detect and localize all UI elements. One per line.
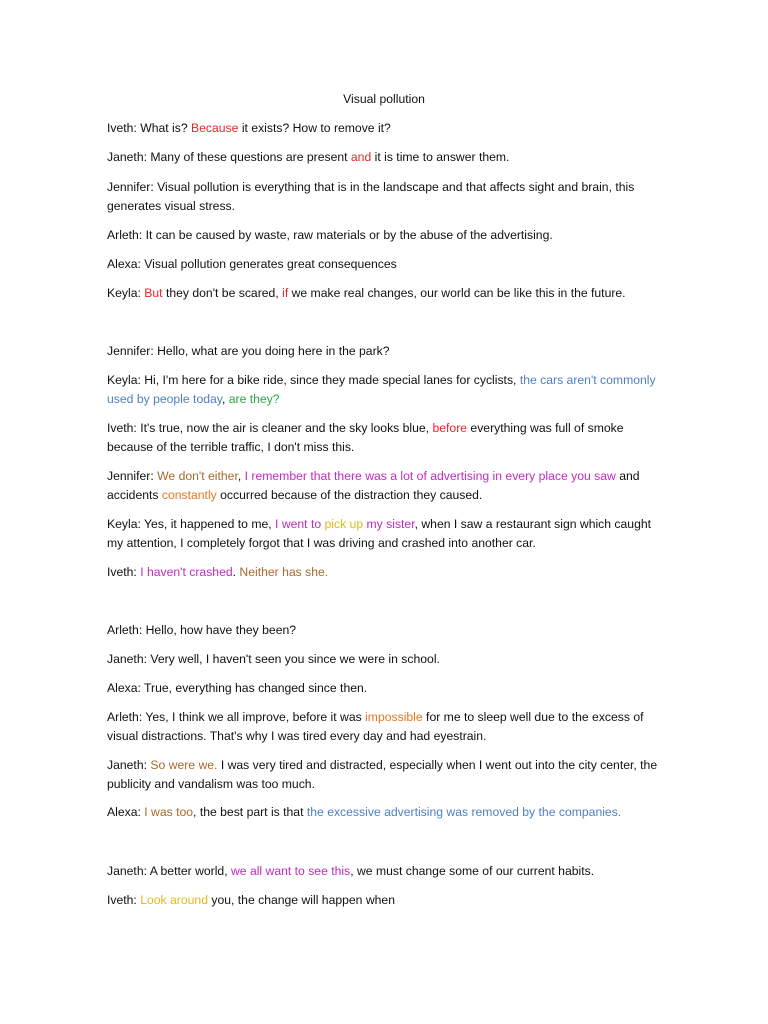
dialogue-line-20 <box>107 891 667 910</box>
highlighted-phrase: Neither has she. <box>239 565 329 579</box>
text-segment: Jennifer: Visual pollution is everything that is in the landscape and that affects sight and brain, this generates visual stress. <box>107 180 635 213</box>
text-segment: Iveth: It's true, now the air is cleaner and the sky looks blue, <box>107 421 433 435</box>
text-segment: Janeth: A better world, <box>107 864 231 878</box>
text-segment: , <box>237 469 245 483</box>
highlighted-phrase: Because <box>191 121 239 135</box>
text-segment: we make real changes, our world can be like this in the future. <box>288 286 626 300</box>
text-segment: Jennifer: <box>107 469 158 483</box>
dialogue-line-1 <box>107 119 667 138</box>
dialogue-line-9 <box>107 419 667 457</box>
highlighted-phrase: So were we. <box>150 758 218 772</box>
dialogue-line-19 <box>107 862 667 881</box>
highlighted-phrase: impossible <box>365 710 423 724</box>
text-segment: , we must change some of our current habits. <box>350 864 595 878</box>
highlighted-phrase: I haven't crashed <box>140 565 233 579</box>
text-segment: , when I saw a restaurant sign which caught my attention, I completely forgot that I was driving and crashed into another car. <box>107 517 652 550</box>
text-segment: it is time to answer them. <box>371 150 510 164</box>
highlighted-phrase: before <box>432 421 468 435</box>
text-segment: Alexa: <box>107 805 145 819</box>
text-segment: Iveth: What is? <box>107 121 191 135</box>
dialogue-line-17 <box>107 756 667 794</box>
dialogue-line-13 <box>107 621 667 640</box>
dialogue-line-16 <box>107 708 667 746</box>
dialogue-line-12 <box>107 563 667 582</box>
text-segment: I was very tired and distracted, especially when I went out into the city center, the publicity and vandalism was too much. <box>107 758 658 791</box>
text-segment: . <box>232 565 240 579</box>
highlighted-phrase: constantly <box>161 488 217 502</box>
highlighted-phrase: are they? <box>228 392 280 406</box>
text-segment: Alexa: Visual pollution generates great consequences <box>107 257 397 271</box>
highlighted-phrase: the excessive advertising was removed by the companies. <box>306 805 622 819</box>
highlighted-phrase: We don't either <box>157 469 238 483</box>
text-segment: Janeth: Very well, I haven't seen you since we were in school. <box>107 652 440 666</box>
dialogue-line-7 <box>107 342 667 361</box>
highlighted-phrase: the cars aren't commonly used by people today <box>107 373 656 406</box>
highlighted-phrase: I went to <box>275 517 325 531</box>
text-segment: you, the change will happen when <box>207 893 395 907</box>
text-segment: occurred because of the distraction they caused. <box>216 488 483 502</box>
dialogue-line-10 <box>107 467 667 505</box>
highlighted-phrase: But <box>144 286 163 300</box>
dialogue-line-8 <box>107 371 667 409</box>
text-segment: for me to sleep well due to the excess of visual distractions. That's why I was tired every day and had eyestrain. <box>107 710 644 743</box>
document-title: Visual pollution <box>343 92 425 106</box>
text-segment: Janeth: <box>107 758 151 772</box>
text-segment: they don't be scared, <box>162 286 283 300</box>
text-segment: Iveth: <box>107 565 141 579</box>
text-segment: Keyla: Yes, it happened to me, <box>107 517 276 531</box>
text-segment: it exists? How to remove it? <box>238 121 391 135</box>
text-segment: Keyla: Hi, I'm here for a bike ride, since they made special lanes for cyclists, <box>107 373 520 387</box>
text-segment: Arleth: Hello, how have they been? <box>107 623 297 637</box>
text-segment: Keyla: <box>107 286 145 300</box>
text-segment: and accidents <box>107 469 640 502</box>
text-segment: Arleth: Yes, I think we all improve, before it was <box>107 710 366 724</box>
dialogue-line-18 <box>107 803 667 822</box>
dialogue-line-11 <box>107 515 667 553</box>
highlighted-phrase: if <box>282 286 289 300</box>
highlighted-phrase: Look around <box>140 893 208 907</box>
text-segment: , <box>221 392 229 406</box>
highlighted-phrase: I remember that there was a lot of advertising in every place you saw <box>244 469 616 483</box>
dialogue-line-2 <box>107 148 667 167</box>
text-segment: Iveth: <box>107 893 141 907</box>
text-segment: , the best part is that <box>193 805 307 819</box>
dialogue-line-14 <box>107 650 667 669</box>
dialogue-line-3 <box>107 178 667 216</box>
text-segment: Arleth: It can be caused by waste, raw materials or by the abuse of the advertising. <box>107 228 553 242</box>
highlighted-phrase: my sister <box>363 517 415 531</box>
dialogue-line-15 <box>107 679 667 698</box>
highlighted-phrase: I was too <box>144 805 194 819</box>
highlighted-phrase: and <box>350 150 372 164</box>
dialogue-line-5 <box>107 255 667 274</box>
text-segment: Jennifer: Hello, what are you doing here in the park? <box>107 344 390 358</box>
dialogue-line-6 <box>107 284 667 303</box>
text-segment: Janeth: Many of these questions are present <box>107 150 351 164</box>
highlighted-phrase: pick up <box>324 517 364 531</box>
text-segment: Alexa: True, everything has changed since then. <box>107 681 368 695</box>
text-segment: everything was full of smoke because of the terrible traffic, I don't miss this. <box>107 421 624 454</box>
highlighted-phrase: we all want to see this <box>230 864 351 878</box>
dialogue-line-4 <box>107 226 667 245</box>
